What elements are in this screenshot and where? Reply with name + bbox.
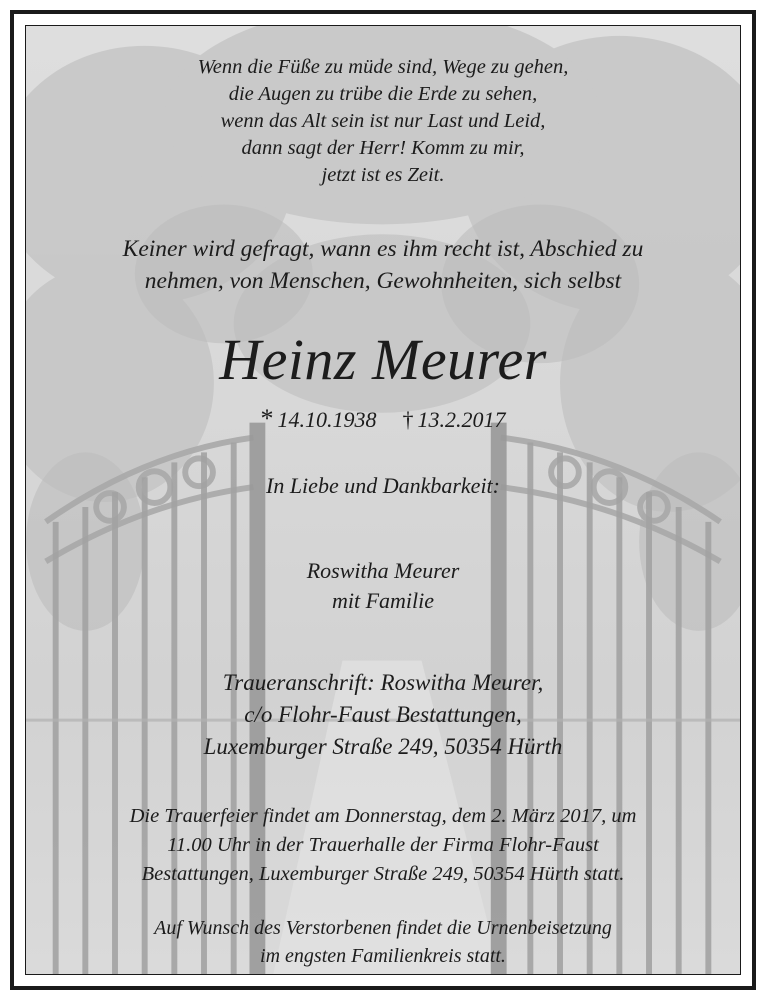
deceased-name: Heinz Meurer — [219, 327, 547, 392]
burial-line: Auf Wunsch des Verstorbenen findet die Urnenbeisetzung — [154, 917, 612, 939]
service-line: Bestattungen, Luxemburger Straße 249, 50354 Hürth statt. — [141, 863, 625, 885]
family-signature — [26, 556, 740, 616]
farewell-quote — [26, 233, 740, 297]
mourning-address — [26, 667, 740, 763]
obituary-panel — [25, 25, 741, 975]
quote-line: Keiner wird gefragt, wann es ihm recht ist, Abschied zu — [122, 236, 644, 262]
family-line: Roswitha Meurer — [306, 558, 460, 583]
poem-line: jetzt ist es Zeit. — [321, 164, 445, 186]
death-date: 13.2.2017 — [417, 407, 506, 432]
burial-line: im engsten Familienkreis statt. — [260, 945, 506, 967]
poem-line: dann sagt der Herr! Komm zu mir, — [241, 137, 525, 159]
thanks-line: In Liebe und Dankbarkeit: — [266, 473, 500, 498]
birth-symbol: * — [260, 404, 274, 433]
birth-date: 14.10.1938 — [277, 407, 377, 432]
poem-verse — [26, 54, 740, 189]
family-line: mit Familie — [331, 588, 435, 613]
address-line: Luxemburger Straße 249, 50354 Hürth — [203, 734, 563, 759]
quote-line: nehmen, von Menschen, Gewohnheiten, sich selbst — [144, 268, 622, 294]
death-symbol: † — [402, 407, 414, 432]
address-line: c/o Flohr-Faust Bestattungen, — [244, 702, 522, 727]
poem-line: wenn das Alt sein ist nur Last und Leid, — [220, 110, 546, 132]
address-line: Traueranschrift: Roswitha Meurer, — [222, 670, 544, 695]
obituary-frame — [10, 10, 756, 990]
funeral-service-info — [26, 802, 740, 889]
service-line: 11.00 Uhr in der Trauerhalle der Firma Flohr-Faust — [167, 834, 599, 856]
life-dates — [26, 404, 740, 435]
poem-line: die Augen zu trübe die Erde zu sehen, — [228, 83, 538, 105]
urn-burial-info — [26, 914, 740, 970]
service-line: Die Trauerfeier findet am Donnerstag, dem 2. März 2017, um — [129, 805, 637, 827]
poem-line: Wenn die Füße zu müde sind, Wege zu gehen, — [197, 56, 569, 78]
